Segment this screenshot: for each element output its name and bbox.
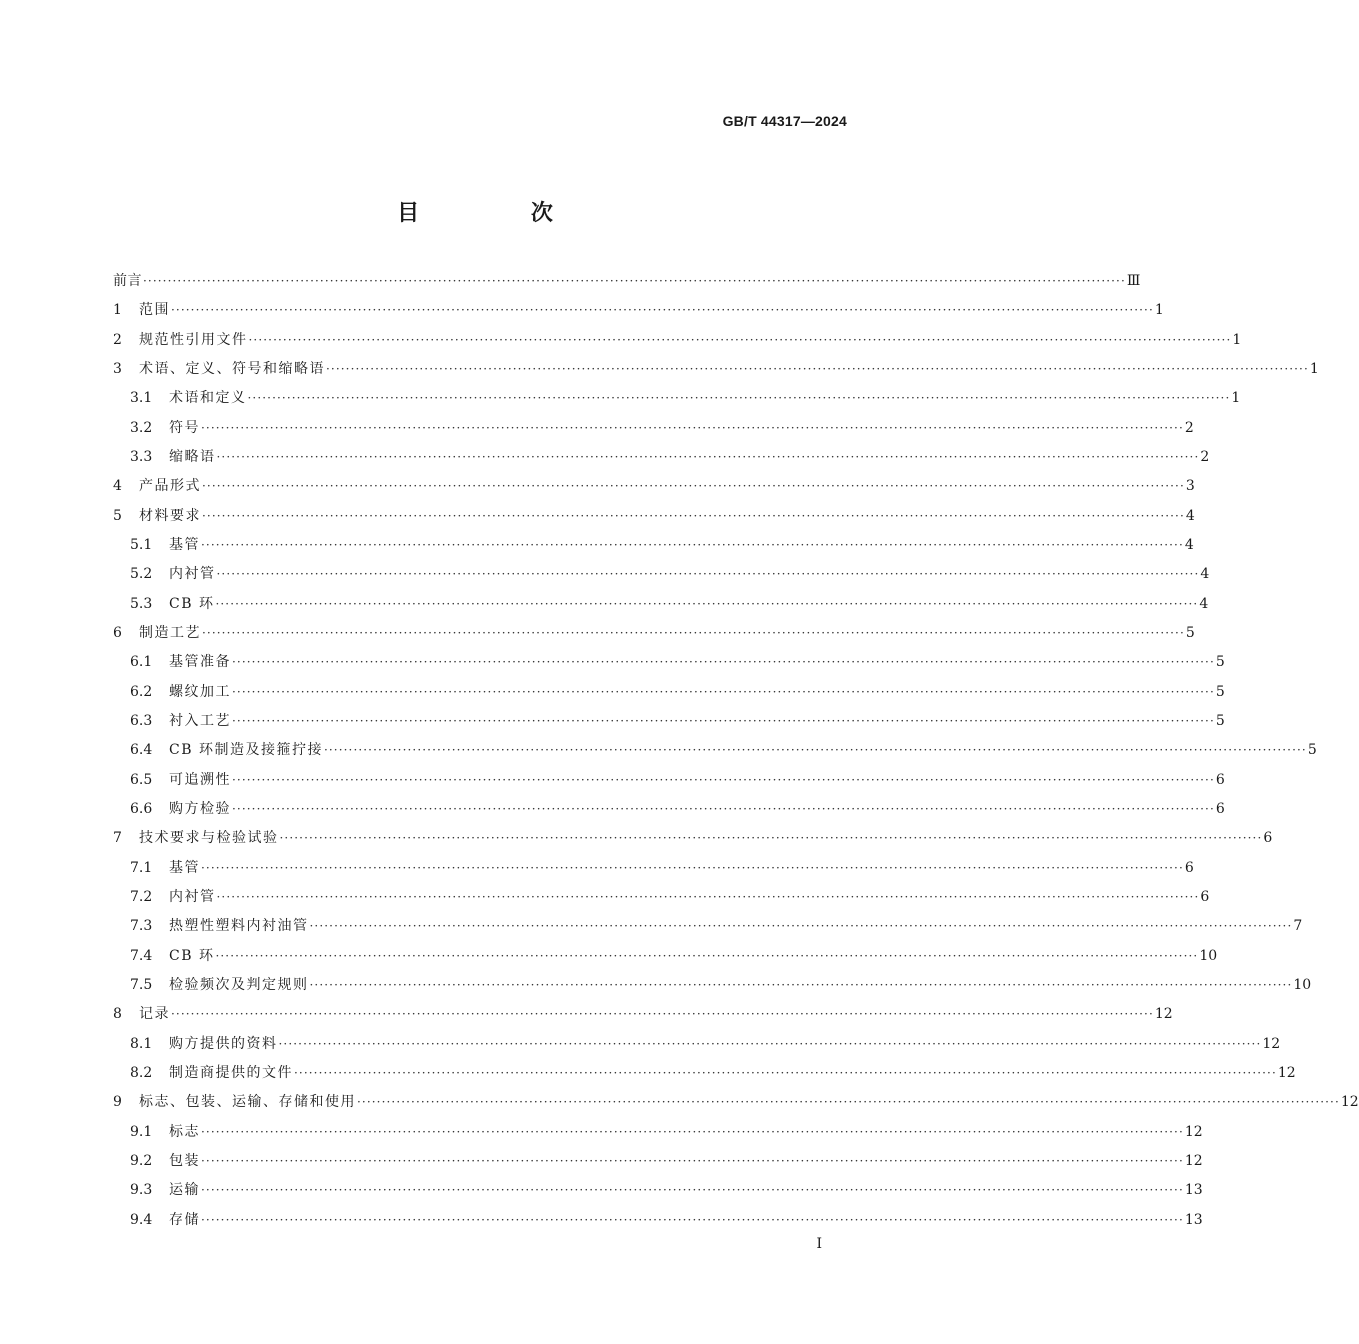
toc-entry-page: 2 xyxy=(1184,419,1194,436)
toc-entry-number: 9.1 xyxy=(130,1123,153,1140)
toc-entry-page: 3 xyxy=(1185,478,1195,495)
toc-entry-title: 制造工艺 xyxy=(139,624,201,641)
toc-entry-page: 5 xyxy=(1215,683,1225,700)
toc-entry[interactable] xyxy=(113,505,1195,534)
toc-entry-number: 5.2 xyxy=(130,566,153,583)
toc-dot-leader: ········································································································································································································ xyxy=(202,479,1185,494)
toc-entry-page: 10 xyxy=(1293,976,1312,993)
toc-entry[interactable] xyxy=(113,945,1218,974)
toc-entry-number: 5.3 xyxy=(130,595,153,612)
toc-dot-leader: ········································································································································································································ xyxy=(202,508,1185,523)
toc-dot-leader: ········································································································································································································ xyxy=(232,772,1215,787)
toc-entry[interactable] xyxy=(113,886,1210,915)
toc-dot-leader: ········································································································································································································ xyxy=(232,684,1215,699)
toc-entry-title: 制造商提供的文件 xyxy=(169,1064,293,1081)
toc-entry-number: 6 xyxy=(113,624,122,641)
toc-entry-title: 热塑性塑料内衬油管 xyxy=(169,918,309,935)
toc-dot-leader: ········································································································································································································ xyxy=(294,1065,1277,1080)
toc-entry-title: 存储 xyxy=(169,1211,200,1228)
toc-dot-leader: ········································································································································································································ xyxy=(323,743,1307,758)
standard-number: GB/T 44317—2024 xyxy=(722,113,847,129)
toc-entry-title: 检验频次及判定规则 xyxy=(169,976,309,993)
toc-entry-title: 前言 xyxy=(113,273,142,289)
toc-entry-number: 3.3 xyxy=(130,448,153,465)
toc-entry-page: 13 xyxy=(1184,1211,1203,1228)
toc-entry-title: 基管 xyxy=(169,859,200,876)
toc-entry-number: 9.4 xyxy=(130,1211,153,1228)
toc-dot-leader: ········································································································································································································ xyxy=(216,567,1200,582)
toc-entry[interactable] xyxy=(113,769,1225,798)
toc-entry[interactable] xyxy=(113,1121,1203,1150)
toc-entry-title: 购方检验 xyxy=(169,800,231,817)
toc-entry-title: 规范性引用文件 xyxy=(139,331,248,348)
toc-entry-title: 技术要求与检验试验 xyxy=(139,830,279,847)
toc-entry[interactable] xyxy=(113,593,1209,622)
toc-entry-page: 6 xyxy=(1215,771,1225,788)
toc-entry[interactable] xyxy=(113,534,1194,563)
toc-entry[interactable] xyxy=(113,417,1194,446)
toc-entry-page: 4 xyxy=(1200,566,1210,583)
toc-entry[interactable] xyxy=(113,475,1195,504)
toc-entry-page: 1 xyxy=(1231,390,1241,407)
toc-entry-title: 记录 xyxy=(139,1006,170,1023)
toc-entry[interactable] xyxy=(113,798,1225,827)
toc-entry-page: 6 xyxy=(1215,800,1225,817)
toc-entry-number: 5 xyxy=(113,507,122,524)
toc-dot-leader: ········································································································································································································ xyxy=(202,625,1185,640)
toc-entry-number: 6.4 xyxy=(130,742,153,759)
toc-entry-page: 1 xyxy=(1232,331,1242,348)
toc-entry-page: 4 xyxy=(1185,507,1195,524)
toc-entry-page: 12 xyxy=(1277,1064,1296,1081)
toc-entry-title: 术语、定义、符号和缩略语 xyxy=(139,360,325,377)
toc-entry-title: CB 环制造及接箍拧接 xyxy=(169,742,323,759)
toc-entry[interactable] xyxy=(113,827,1273,856)
toc-dot-leader: ········································································································································································································ xyxy=(216,889,1200,904)
toc-dot-leader: ········································································································································································································ xyxy=(278,1036,1262,1051)
toc-dot-leader: ········································································································································································································ xyxy=(247,391,1231,406)
toc-entry-page: 1 xyxy=(1309,360,1319,377)
toc-dot-leader: ········································································································································································································ xyxy=(232,655,1215,670)
toc-entry-page: 10 xyxy=(1199,947,1218,964)
toc-entry-number: 1 xyxy=(113,302,122,319)
toc-entry[interactable] xyxy=(113,299,1164,328)
toc-dot-leader: ········································································································································································································ xyxy=(143,274,1126,288)
toc-entry[interactable] xyxy=(113,857,1194,886)
toc-entry[interactable] xyxy=(113,739,1317,768)
toc-dot-leader: ········································································································································································································ xyxy=(326,361,1309,376)
toc-entry-page: 4 xyxy=(1184,536,1194,553)
toc-entry-number: 3.1 xyxy=(130,390,153,407)
toc-entry-number: 6.3 xyxy=(130,712,153,729)
toc-entry-number: 6.5 xyxy=(130,771,153,788)
toc-entry[interactable] xyxy=(113,1091,1359,1120)
toc-entry-title: 内衬管 xyxy=(169,888,216,905)
toc-entry-page: Ⅲ xyxy=(1126,273,1141,289)
toc-entry-page: 12 xyxy=(1340,1094,1359,1111)
toc-entry-number: 7.2 xyxy=(130,888,153,905)
toc-entry-number: 7.4 xyxy=(130,947,153,964)
toc-entry-number: 6.2 xyxy=(130,683,153,700)
toc-entry[interactable] xyxy=(113,1003,1173,1032)
toc-entry[interactable] xyxy=(113,1209,1203,1238)
toc-dot-leader: ········································································································································································································ xyxy=(309,919,1293,934)
toc-entry-number: 2 xyxy=(113,331,122,348)
toc-entry-number: 5.1 xyxy=(130,536,153,553)
toc-entry-title: 包装 xyxy=(169,1152,200,1169)
toc-entry-number: 8.1 xyxy=(130,1035,153,1052)
toc-entry-title: 范围 xyxy=(139,302,170,319)
toc-entry-title: 基管 xyxy=(169,536,200,553)
toc-entry-title: 基管准备 xyxy=(169,654,231,671)
toc-entry[interactable] xyxy=(113,974,1312,1003)
toc-entry-number: 6.6 xyxy=(130,800,153,817)
toc-entry-number: 9.2 xyxy=(130,1152,153,1169)
toc-entry-page: 12 xyxy=(1154,1006,1173,1023)
toc-entry[interactable] xyxy=(113,1150,1203,1179)
toc-entry-number: 8 xyxy=(113,1006,122,1023)
toc-dot-leader: ········································································································································································································ xyxy=(216,449,1200,464)
toc-dot-leader: ········································································································································································································ xyxy=(201,1124,1184,1139)
toc-entry-number: 3.2 xyxy=(130,419,153,436)
toc-entry-title: 标志、包装、运输、存储和使用 xyxy=(139,1094,356,1111)
toc-entry[interactable] xyxy=(113,358,1319,387)
toc-entry-title: 购方提供的资料 xyxy=(169,1035,278,1052)
toc-entry-title: 术语和定义 xyxy=(169,390,247,407)
toc-entry-page: 6 xyxy=(1200,888,1210,905)
toc-entry-page: 6 xyxy=(1263,830,1273,847)
toc-dot-leader: ········································································································································································································ xyxy=(279,831,1263,846)
toc-entry-title: 符号 xyxy=(169,419,200,436)
toc-entry-title: 衬入工艺 xyxy=(169,712,231,729)
toc-dot-leader: ········································································································································································································ xyxy=(201,420,1184,435)
toc-dot-leader: ········································································································································································································ xyxy=(171,1007,1154,1022)
toc-entry[interactable] xyxy=(113,651,1225,680)
toc-entry-title: 标志 xyxy=(169,1123,200,1140)
toc-entry-number: 8.2 xyxy=(130,1064,153,1081)
toc-dot-leader: ········································································································································································································ xyxy=(309,977,1293,992)
toc-entry-number: 9.3 xyxy=(130,1182,153,1199)
toc-entry-title: 缩略语 xyxy=(169,448,216,465)
toc-dot-leader: ········································································································································································································ xyxy=(248,332,1232,347)
toc-entry-page: 1 xyxy=(1154,302,1164,319)
toc-entry[interactable] xyxy=(113,915,1303,944)
toc-entry-title: 螺纹加工 xyxy=(169,683,231,700)
toc-entry[interactable] xyxy=(113,446,1210,475)
toc-dot-leader: ········································································································································································································ xyxy=(357,1095,1340,1110)
toc-dot-leader: ········································································································································································································ xyxy=(201,1212,1184,1227)
toc-entry-title: 可追溯性 xyxy=(169,771,231,788)
toc-entry-number: 7.1 xyxy=(130,859,153,876)
toc-entry[interactable] xyxy=(113,622,1195,651)
toc-entry[interactable] xyxy=(113,270,1141,299)
toc-entry-number: 3 xyxy=(113,360,122,377)
toc-entry-title: 产品形式 xyxy=(139,478,201,495)
toc-entry-number: 7 xyxy=(113,830,122,847)
toc-entry-title: 内衬管 xyxy=(169,566,216,583)
toc-entry-page: 5 xyxy=(1215,712,1225,729)
toc-title: 目 次 xyxy=(397,201,605,226)
toc-entry-page: 12 xyxy=(1184,1152,1203,1169)
toc-entry[interactable] xyxy=(113,1062,1296,1091)
toc-dot-leader: ········································································································································································································ xyxy=(201,1153,1184,1168)
toc-entry-number: 7.5 xyxy=(130,976,153,993)
toc-entry[interactable] xyxy=(113,681,1225,710)
toc-entry-page: 4 xyxy=(1199,595,1209,612)
toc-entry-title: CB 环 xyxy=(169,947,215,964)
toc-entry-page: 7 xyxy=(1293,918,1303,935)
toc-dot-leader: ········································································································································································································ xyxy=(201,537,1184,552)
toc-entry-page: 5 xyxy=(1185,624,1195,641)
toc-entry-title: CB 环 xyxy=(169,595,215,612)
toc-dot-leader: ········································································································································································································ xyxy=(201,1183,1184,1198)
toc-entry[interactable] xyxy=(113,1033,1281,1062)
toc-entry-title: 运输 xyxy=(169,1182,200,1199)
toc-entry-page: 5 xyxy=(1307,742,1317,759)
page-number: I xyxy=(816,1236,822,1252)
toc-entry-number: 9 xyxy=(113,1094,122,1111)
toc-entry-page: 12 xyxy=(1184,1123,1203,1140)
toc-dot-leader: ········································································································································································································ xyxy=(171,303,1154,318)
toc-entry-title: 材料要求 xyxy=(139,507,201,524)
toc-entry[interactable] xyxy=(113,563,1210,592)
toc-entry-page: 2 xyxy=(1200,448,1210,465)
toc-dot-leader: ········································································································································································································ xyxy=(215,596,1199,611)
toc-dot-leader: ········································································································································································································ xyxy=(215,948,1199,963)
toc-entry-page: 6 xyxy=(1184,859,1194,876)
toc-entry[interactable] xyxy=(113,710,1225,739)
toc-entry[interactable] xyxy=(113,387,1241,416)
toc-entry-page: 12 xyxy=(1262,1035,1281,1052)
toc-entry[interactable] xyxy=(113,1179,1203,1208)
toc-entry-number: 7.3 xyxy=(130,918,153,935)
toc-entry-page: 13 xyxy=(1184,1182,1203,1199)
toc-dot-leader: ········································································································································································································ xyxy=(201,860,1184,875)
table-of-contents xyxy=(113,270,1359,1238)
toc-entry-number: 4 xyxy=(113,478,122,495)
toc-dot-leader: ········································································································································································································ xyxy=(232,713,1215,728)
toc-dot-leader: ········································································································································································································ xyxy=(232,801,1215,816)
toc-entry-page: 5 xyxy=(1215,654,1225,671)
toc-entry-number: 6.1 xyxy=(130,654,153,671)
toc-entry[interactable] xyxy=(113,329,1242,358)
